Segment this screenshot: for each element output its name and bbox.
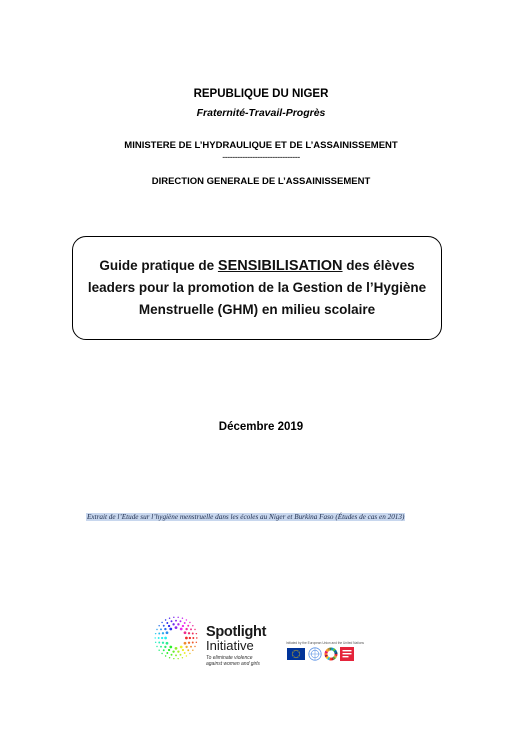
- spotlight-sunburst-icon: [150, 608, 202, 668]
- initiative-wordmark: Initiative: [206, 638, 254, 653]
- title-emphasis: SENSIBILISATION: [217, 258, 343, 274]
- partners-caption: Initiated by the European Union and the United Nations: [286, 641, 364, 645]
- sdg-wheel-icon: [324, 647, 338, 661]
- un-emblem-icon: [308, 647, 322, 661]
- logo-footer: [150, 600, 375, 680]
- document-date: Décembre 2019: [218, 421, 304, 433]
- ministry-heading: MINISTERE DE L’HYDRAULIQUE ET DE L’ASSAINISSEMENT: [124, 140, 398, 151]
- heading-separator: -------------------------------: [222, 152, 300, 162]
- direction-heading: DIRECTION GENERALE DE L’ASSAINISSEMENT: [151, 176, 371, 187]
- spotlight-wordmark: Spotlight: [206, 624, 267, 640]
- title-part-2: des élèves leaders pour la promotion de la Gestion de l’Hygiène Menstruelle (GHM) en milieu scolaire: [87, 258, 427, 317]
- republic-heading: REPUBLIQUE DU NIGER: [193, 88, 329, 100]
- document-title: [87, 255, 427, 321]
- extract-note: Extrait de l’Etude sur l’hygiène menstruelle dans les écoles au Niger et Burkina Faso (Études de cas en 2013): [87, 513, 405, 521]
- eu-flag-icon: [287, 648, 305, 660]
- spotlight-tagline: To eliminate violence against women and girls: [206, 655, 260, 667]
- title-box: [72, 236, 442, 340]
- national-motto: Fraternité-Travail-Progrès: [196, 107, 326, 119]
- title-part-1: Guide pratique de: [99, 258, 218, 273]
- sdg-goal-icon: [340, 647, 354, 661]
